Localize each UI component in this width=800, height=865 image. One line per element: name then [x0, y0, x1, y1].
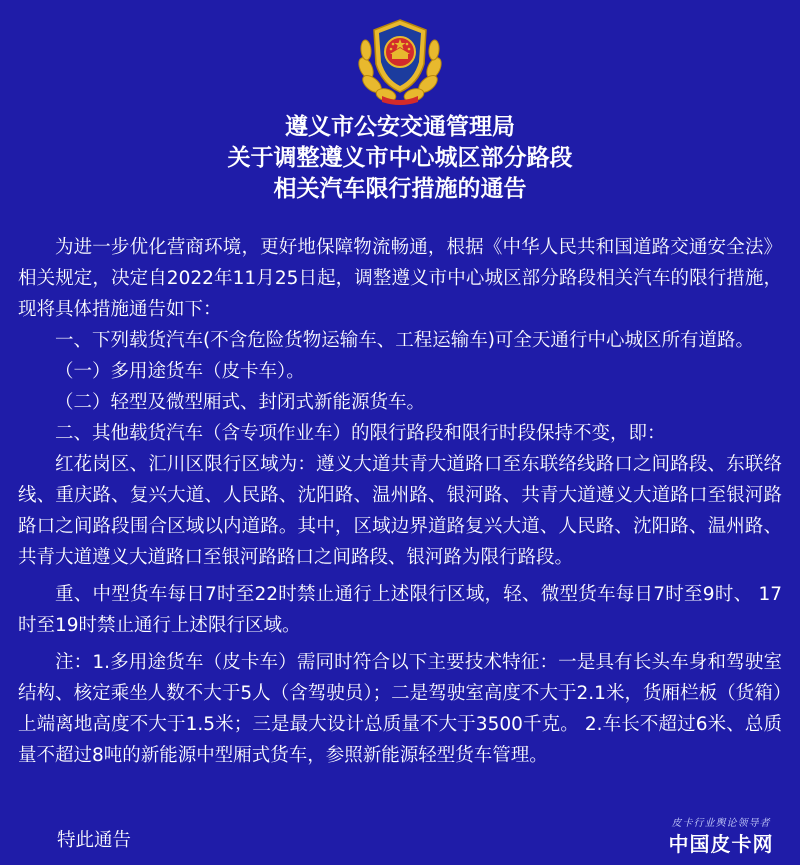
paragraph-restricted-area: 红花岗区、汇川区限行区域为：遵义大道共青大道路口至东联络线路口之间路段、东联络线、重庆路、复兴大道、人民路、沈阳路、温州路、银河路、共青大道遵义大道路口至银河路路口之间路段围合区域以内道路。其中，区域边界道路复兴大道、人民路、沈阳路、温州路、共青大道遵义大道路口至银河路路口之间路段、银河路为限行路段。	[18, 454, 782, 568]
paragraph-section-2: 二、其他载货汽车（含专项作业车）的限行路段和限行时段保持不变，即：	[55, 423, 666, 444]
paragraph-item-1: （一）多用途货车（皮卡车）。	[55, 361, 305, 382]
notice-title-line-2: 相关汽车限行措施的通告	[273, 176, 527, 202]
paragraph-note: 注：1.多用途货车（皮卡车）需同时符合以下主要技术特征：一是具有长头车身和驾驶室结构、核定乘坐人数不大于5人（含驾驶员）；二是驾驶室高度不大于2.1米，货厢栏板（货箱）上端离地高度不大于1.5米；三是最大设计总质量不大于3500千克。 2.车长不超过6米、总质量不超过8吨的新能源中型厢式货车，参照新能源轻型货车管理。	[18, 652, 782, 766]
watermark-slogan: 皮卡行业舆论领导者	[671, 818, 771, 829]
police-emblem-icon	[352, 12, 448, 108]
watermark-name: 中国皮卡网	[668, 832, 774, 856]
paragraph-restricted-hours: 重、中型货车每日7时至22时禁止通行上述限行区域，轻、微型货车每日7时至9时、 17时至19时禁止通行上述限行区域。	[18, 584, 782, 636]
paragraph-item-2: （二）轻型及微型厢式、封闭式新能源货车。	[55, 392, 426, 413]
notice-body	[18, 232, 782, 771]
paragraph-intro: 为进一步优化营商环境，更好地保障物流畅通，根据《中华人民共和国道路交通安全法》相关规定，决定自2022年11月25日起，调整遵义市中心城区部分路段相关汽车的限行措施，现将具体措施通告如下：	[18, 237, 782, 320]
notice-title-line-1: 关于调整遵义市中心城区部分路段	[227, 145, 573, 171]
notice-title	[0, 112, 800, 205]
issuer-title: 遵义市公安交通管理局	[285, 114, 515, 140]
closing-text: 特此通告	[57, 830, 132, 851]
paragraph-section-1: 一、下列载货汽车(不含危险货物运输车、工程运输车)可全天通行中心城区所有道路。	[55, 330, 754, 351]
watermark	[656, 817, 786, 857]
